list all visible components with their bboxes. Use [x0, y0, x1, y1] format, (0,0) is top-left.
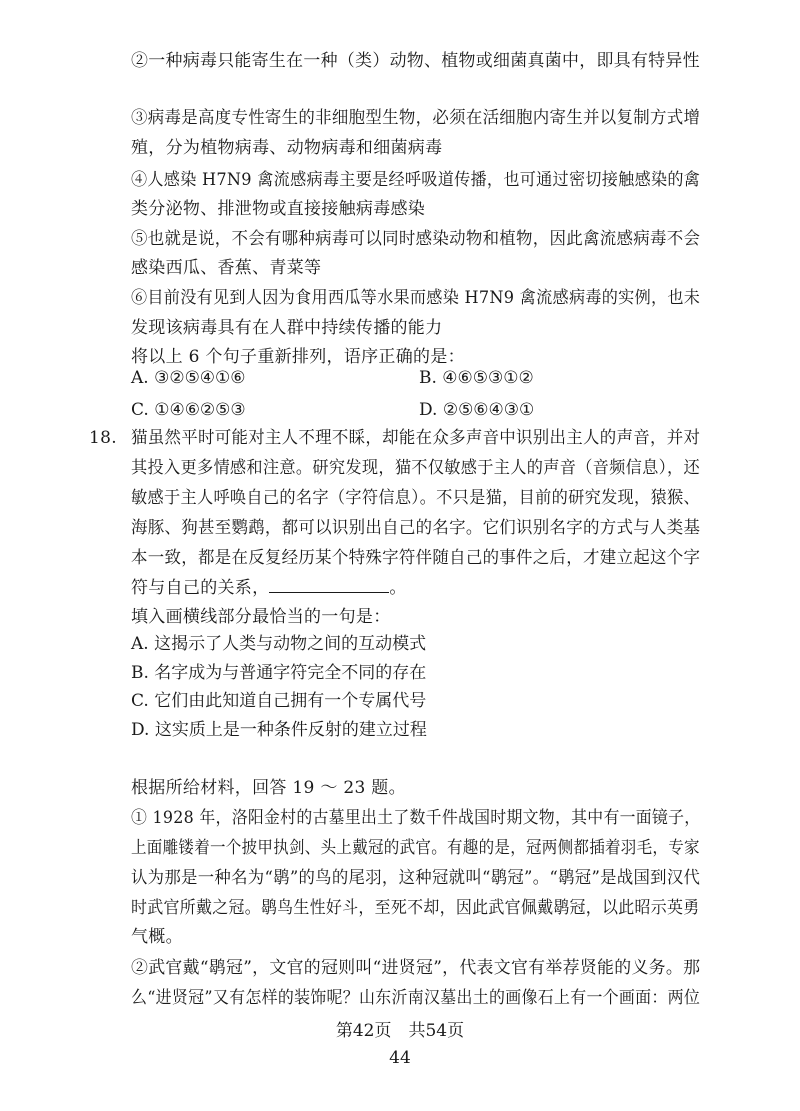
q18-stem-line1: 猫虽然平时可能对主人不理不睬，却能在众多声音中识别出主人的声音，并对	[131, 428, 701, 448]
material-p2-line1: ②武官戴“鹖冠”，文官的冠则叫“进贤冠”，代表文官有举荐贤能的义务。那	[131, 958, 701, 978]
q17-option-b[interactable]: B. ④⑥⑤③①②	[419, 368, 534, 388]
q17-sentence-4-line1: ④人感染 H7N9 禽流感病毒主要是经呼吸道传播，也可通过密切接触感染的禽	[131, 170, 701, 190]
q18-option-b[interactable]: B. 名字成为与普通字符完全不同的存在	[131, 663, 427, 683]
q18-stem-line6-end: 。	[389, 578, 407, 598]
q18-stem-line3: 敏感于主人呼唤自己的名字（字符信息）。不只是猫，目前的研究发现，猿猴、	[131, 488, 701, 508]
q17-sentence-6-line2: 发现该病毒具有在人群中持续传播的能力	[131, 318, 443, 338]
q18-option-a[interactable]: A. 这揭示了人类与动物之间的互动模式	[131, 634, 427, 654]
q17-sentence-4-line2: 类分泌物、排泄物或直接接触病毒感染	[131, 199, 426, 219]
q17-sentence-5-line2: 感染西瓜、香蕉、青菜等	[131, 258, 322, 278]
q17-sentence-3-line1: ③病毒是高度专性寄生的非细胞型生物，必须在活细胞内寄生并以复制方式增	[131, 108, 701, 128]
q18-stem-line2: 其投入更多情感和注意。研究发现，猫不仅敏感于主人的声音（音频信息），还	[131, 458, 701, 478]
material-p1-line2: 上面雕镂着一个披甲执剑、头上戴冠的武官。有趣的是，冠两侧都插着羽毛，专家	[131, 838, 700, 858]
q17-sentence-6-line1: ⑥目前没有见到人因为食用西瓜等水果而感染 H7N9 禽流感病毒的实例，也未	[131, 288, 701, 308]
q18-option-c[interactable]: C. 它们由此知道自己拥有一个专属代号	[131, 691, 427, 711]
q17-sentence-5-line1: ⑤也就是说，不会有哪种病毒可以同时感染动物和植物，因此禽流感病毒不会	[131, 229, 701, 249]
q17-prompt: 将以上 6 个句子重新排列，语序正确的是：	[131, 347, 465, 367]
q17-option-c[interactable]: C. ①④⑥②⑤③	[131, 400, 246, 420]
material-p1-line4: 时武官所戴之冠。鹖鸟生性好斗，至死不却，因此武官佩戴鹖冠，以此昭示英勇	[131, 898, 700, 918]
answer-blank[interactable]	[269, 576, 389, 593]
q18-prompt: 填入画横线部分最恰当的一句是：	[131, 607, 391, 627]
q17-sentence-3-line2: 殖，分为植物病毒、动物病毒和细菌病毒	[131, 138, 443, 158]
q18-number: 18.	[89, 428, 117, 448]
q18-stem-line6-text: 符与自己的关系，	[131, 578, 270, 598]
material-p1-line3: 认为那是一种名为“鹖”的鸟的尾羽，这种冠就叫“鹖冠”。“鹖冠”是战国到汉代	[131, 868, 701, 888]
page-number: 44	[389, 1048, 411, 1068]
page-counter: 第42页 共54页	[335, 1021, 465, 1041]
material-p1-line1: ① 1928 年，洛阳金村的古墓里出土了数千件战国时期文物，其中有一面镜子，	[131, 808, 701, 828]
material-p2-line2: 么“进贤冠”又有怎样的装饰呢？山东沂南汉墓出土的画像石上有一个画面：两位	[131, 988, 701, 1008]
q18-stem-line5: 本一致，都是在反复经历某个特殊字符伴随自己的事件之后，才建立起这个字	[131, 548, 701, 568]
material-p1-line5: 气概。	[131, 927, 183, 947]
material-intro: 根据所给材料，回答 19 ～ 23 题。	[131, 778, 406, 798]
q17-sentence-2: ②一种病毒只能寄生在一种（类）动物、植物或细菌真菌中，即具有特异性	[131, 51, 700, 71]
q18-option-d[interactable]: D. 这实质上是一种条件反射的建立过程	[131, 720, 427, 740]
q18-stem-line6	[131, 576, 407, 600]
q17-option-d[interactable]: D. ②⑤⑥④③①	[419, 400, 535, 420]
q17-option-a[interactable]: A. ③②⑤④①⑥	[131, 368, 246, 388]
q18-stem-line4: 海豚、狗甚至鹦鹉，都可以识别出自己的名字。它们识别名字的方式与人类基	[131, 518, 701, 538]
